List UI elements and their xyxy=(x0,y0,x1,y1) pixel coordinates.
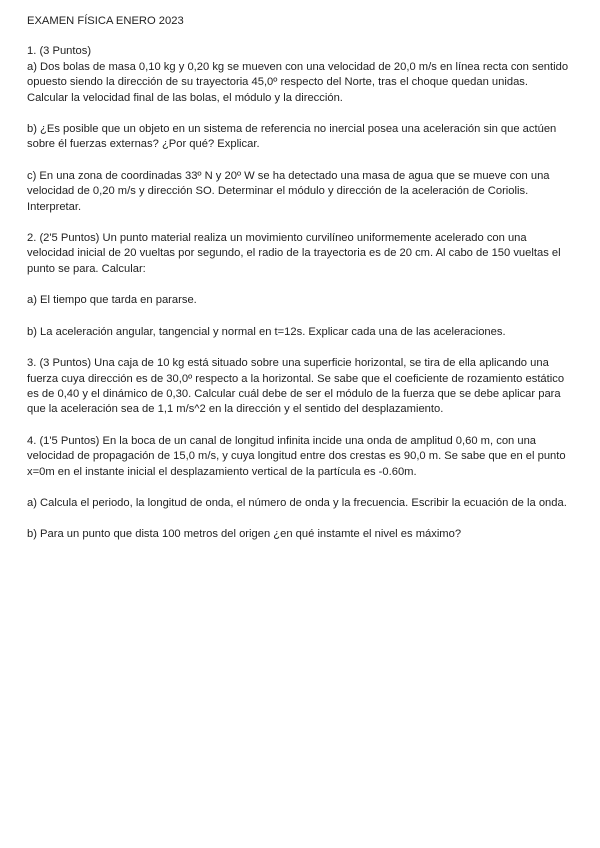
question-2b: b) La aceleración angular, tangencial y normal en t=12s. Explicar cada una de las aceleraciones. xyxy=(27,325,506,338)
question-1b: b) ¿Es posible que un objeto en un sistema de referencia no inercial posea una aceleración sin que actúen sobre él fuerzas externas? ¿Por qué? Explicar. xyxy=(27,123,557,151)
question-1c: c) En una zona de coordinadas 33º N y 20º W se ha detectado una masa de agua que se mueve con una velocidad de 0,20 m/s y dirección SO. Determinar el módulo y dirección de la aceleración de Coriolis. Interpretar. xyxy=(27,169,550,213)
question-4: 4. (1'5 Puntos) En la boca de un canal de longitud infinita incide una onda de amplitud 0,60 m, con una velocidad de propagación de 15,0 m/s, y cuya longitud entre dos crestas es 90,0 m. Se sabe que en el punto x=0m en el instante inicial el desplazamiento vertical de la partícula es -0.60m. xyxy=(27,434,566,478)
question-1 xyxy=(27,44,570,106)
question-1a: a) Dos bolas de masa 0,10 kg y 0,20 kg se mueven con una velocidad de 20,0 m/s en línea recta con sentido opuesto siendo la dirección de su trayectoria 45,0º respecto del Norte, tras el choque quedan unidas. Calcular la velocidad final de las bolas, el módulo y la dirección. xyxy=(27,60,569,104)
question-4b: b) Para un punto que dista 100 metros del origen ¿en qué instamte el nivel es máximo? xyxy=(27,528,462,541)
exam-title: EXAMEN FÍSICA ENERO 2023 xyxy=(27,15,184,27)
question-3: 3. (3 Puntos) Una caja de 10 kg está situado sobre una superficie horizontal, se tira de ella aplicando una fuerza cuya dirección es de 30,0º respecto a la horizontal. Se sabe que el coeficiente de rozamiento estático es de 0,40 y el dinámico de 0,30. Calcular cuál debe de ser el módulo de la fuerza que se debe aplicar para que la aceleración sea de 1,1 m/s^2 en la dirección y el sentido del desplazamiento. xyxy=(27,357,565,416)
question-2: 2. (2'5 Puntos) Un punto material realiza un movimiento curvilíneo uniformemente acelerado con una velocidad inicial de 20 vueltas por segundo, el radio de la trayectoria es de 20 cm. Al cabo de 150 vueltas el punto se para. Calcular: xyxy=(27,232,561,275)
question-4a: a) Calcula el periodo, la longitud de onda, el número de onda y la frecuencia. Escribir la ecuación de la onda. xyxy=(27,496,567,509)
question-1-header: 1. (3 Puntos) xyxy=(27,45,92,58)
question-2a: a) El tiempo que tarda en pararse. xyxy=(27,294,197,307)
